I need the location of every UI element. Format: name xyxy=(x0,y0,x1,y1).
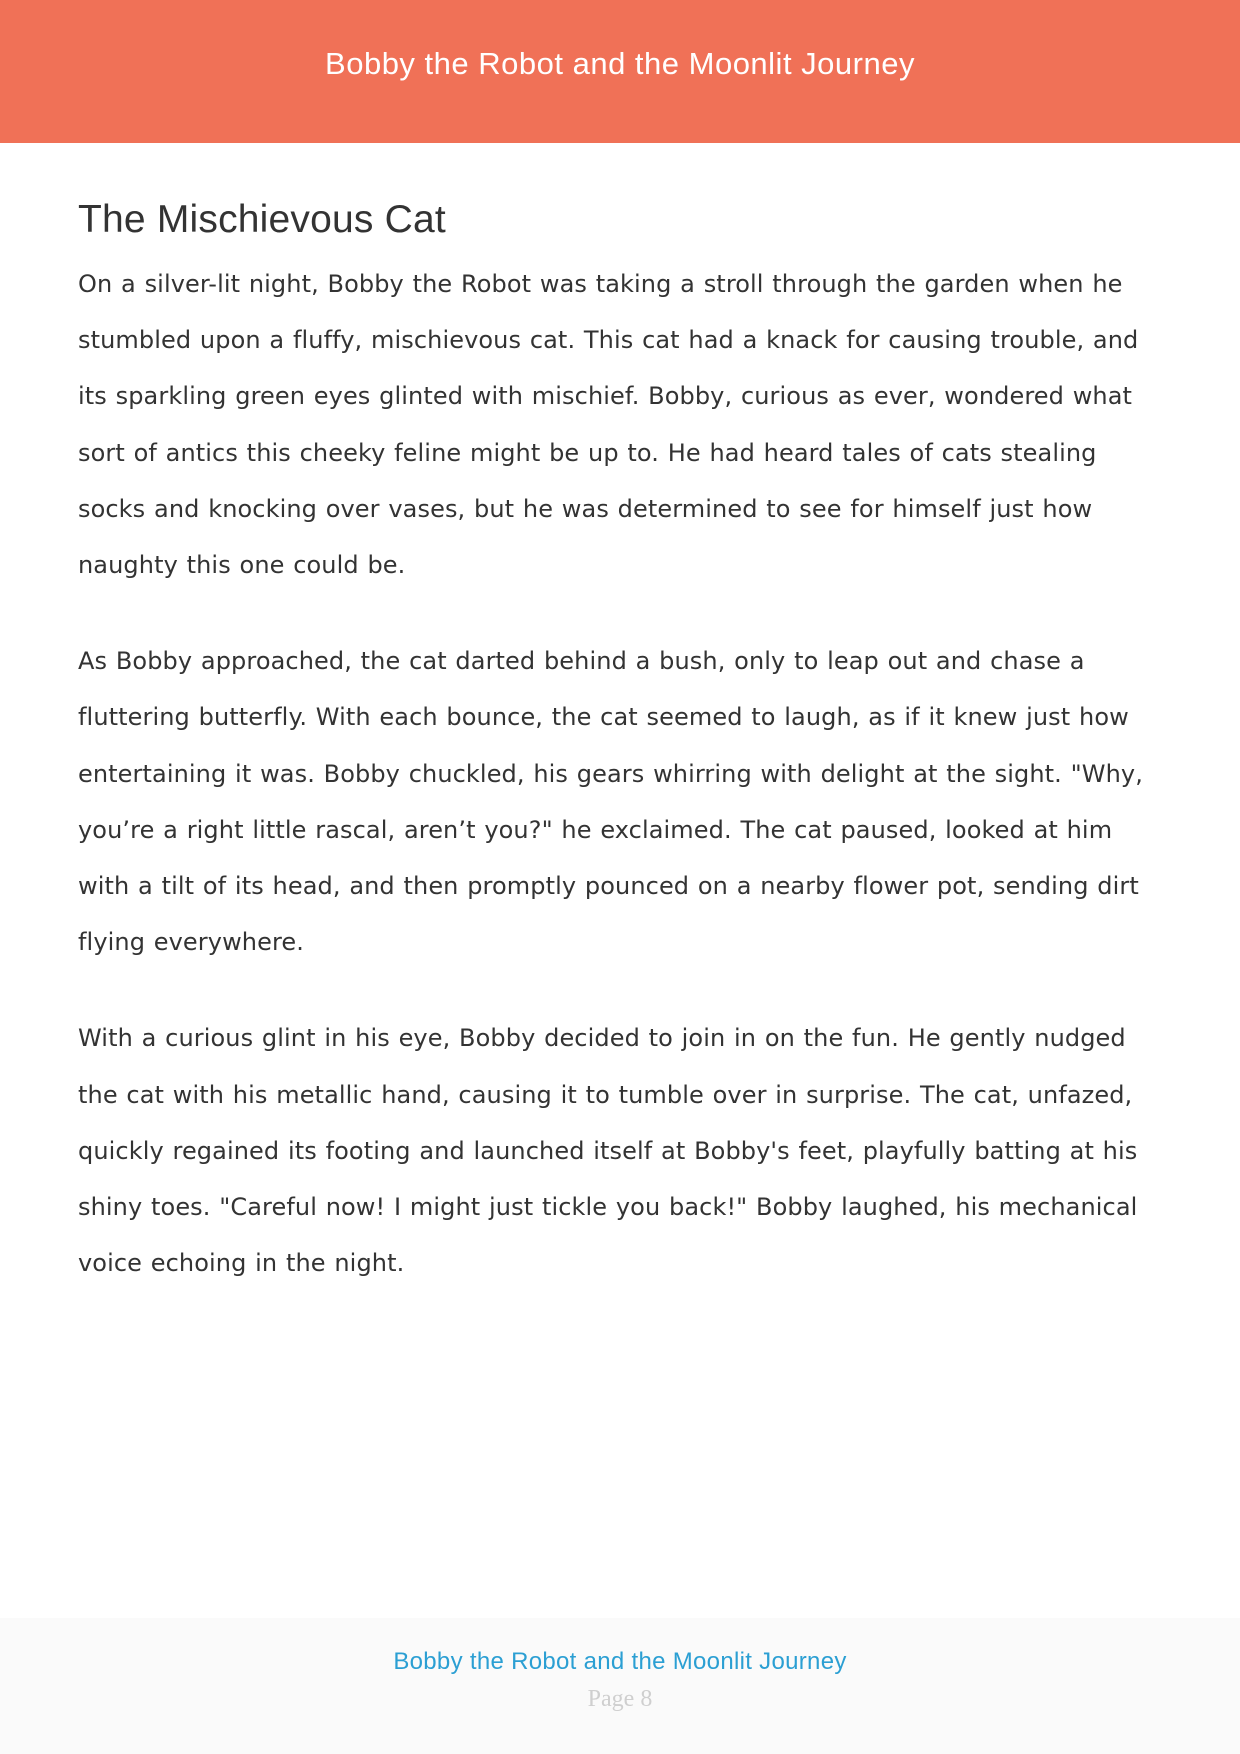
chapter-title: The Mischievous Cat xyxy=(78,198,446,241)
paragraph: On a silver-lit night, Bobby the Robot was taking a stroll through the garden when he stumbled upon a fluffy, mischievous cat. This cat had a knack for causing trouble, and its sparkling green eyes glinted with mischief. Bobby, curious as ever, wondered what sort of antics this cheeky feline might be up to. He had heard tales of cats stealing socks and knocking over vases, but he was determined to see for himself just how naughty this one could be. xyxy=(78,270,1139,580)
chapter-content xyxy=(78,198,1168,1331)
book-title: Bobby the Robot and the Moonlit Journey xyxy=(325,45,915,81)
page-footer xyxy=(0,1618,1240,1754)
paragraph: With a curious glint in his eye, Bobby decided to join in on the fun. He gently nudged the cat with his metallic hand, causing it to tumble over in surprise. The cat, unfazed, quickly regained its footing and launched itself at Bobby's feet, playfully batting at his shiny toes. "Careful now! I might just tickle you back!" Bobby laughed, his mechanical voice echoing in the night. xyxy=(78,1024,1138,1278)
footer-book-title: Bobby the Robot and the Moonlit Journey xyxy=(393,1648,847,1675)
page-number: Page 8 xyxy=(587,1686,653,1712)
page-header xyxy=(0,0,1240,143)
paragraph: As Bobby approached, the cat darted behind a bush, only to leap out and chase a fluttering butterfly. With each bounce, the cat seemed to laugh, as if it knew just how entertaining it was. Bobby chuckled, his gears whirring with delight at the sight. "Why, you’re a right little rascal, aren’t you?" he exclaimed. The cat paused, looked at him with a tilt of its head, and then promptly pounced on a nearby flower pot, sending dirt flying everywhere. xyxy=(78,647,1143,957)
